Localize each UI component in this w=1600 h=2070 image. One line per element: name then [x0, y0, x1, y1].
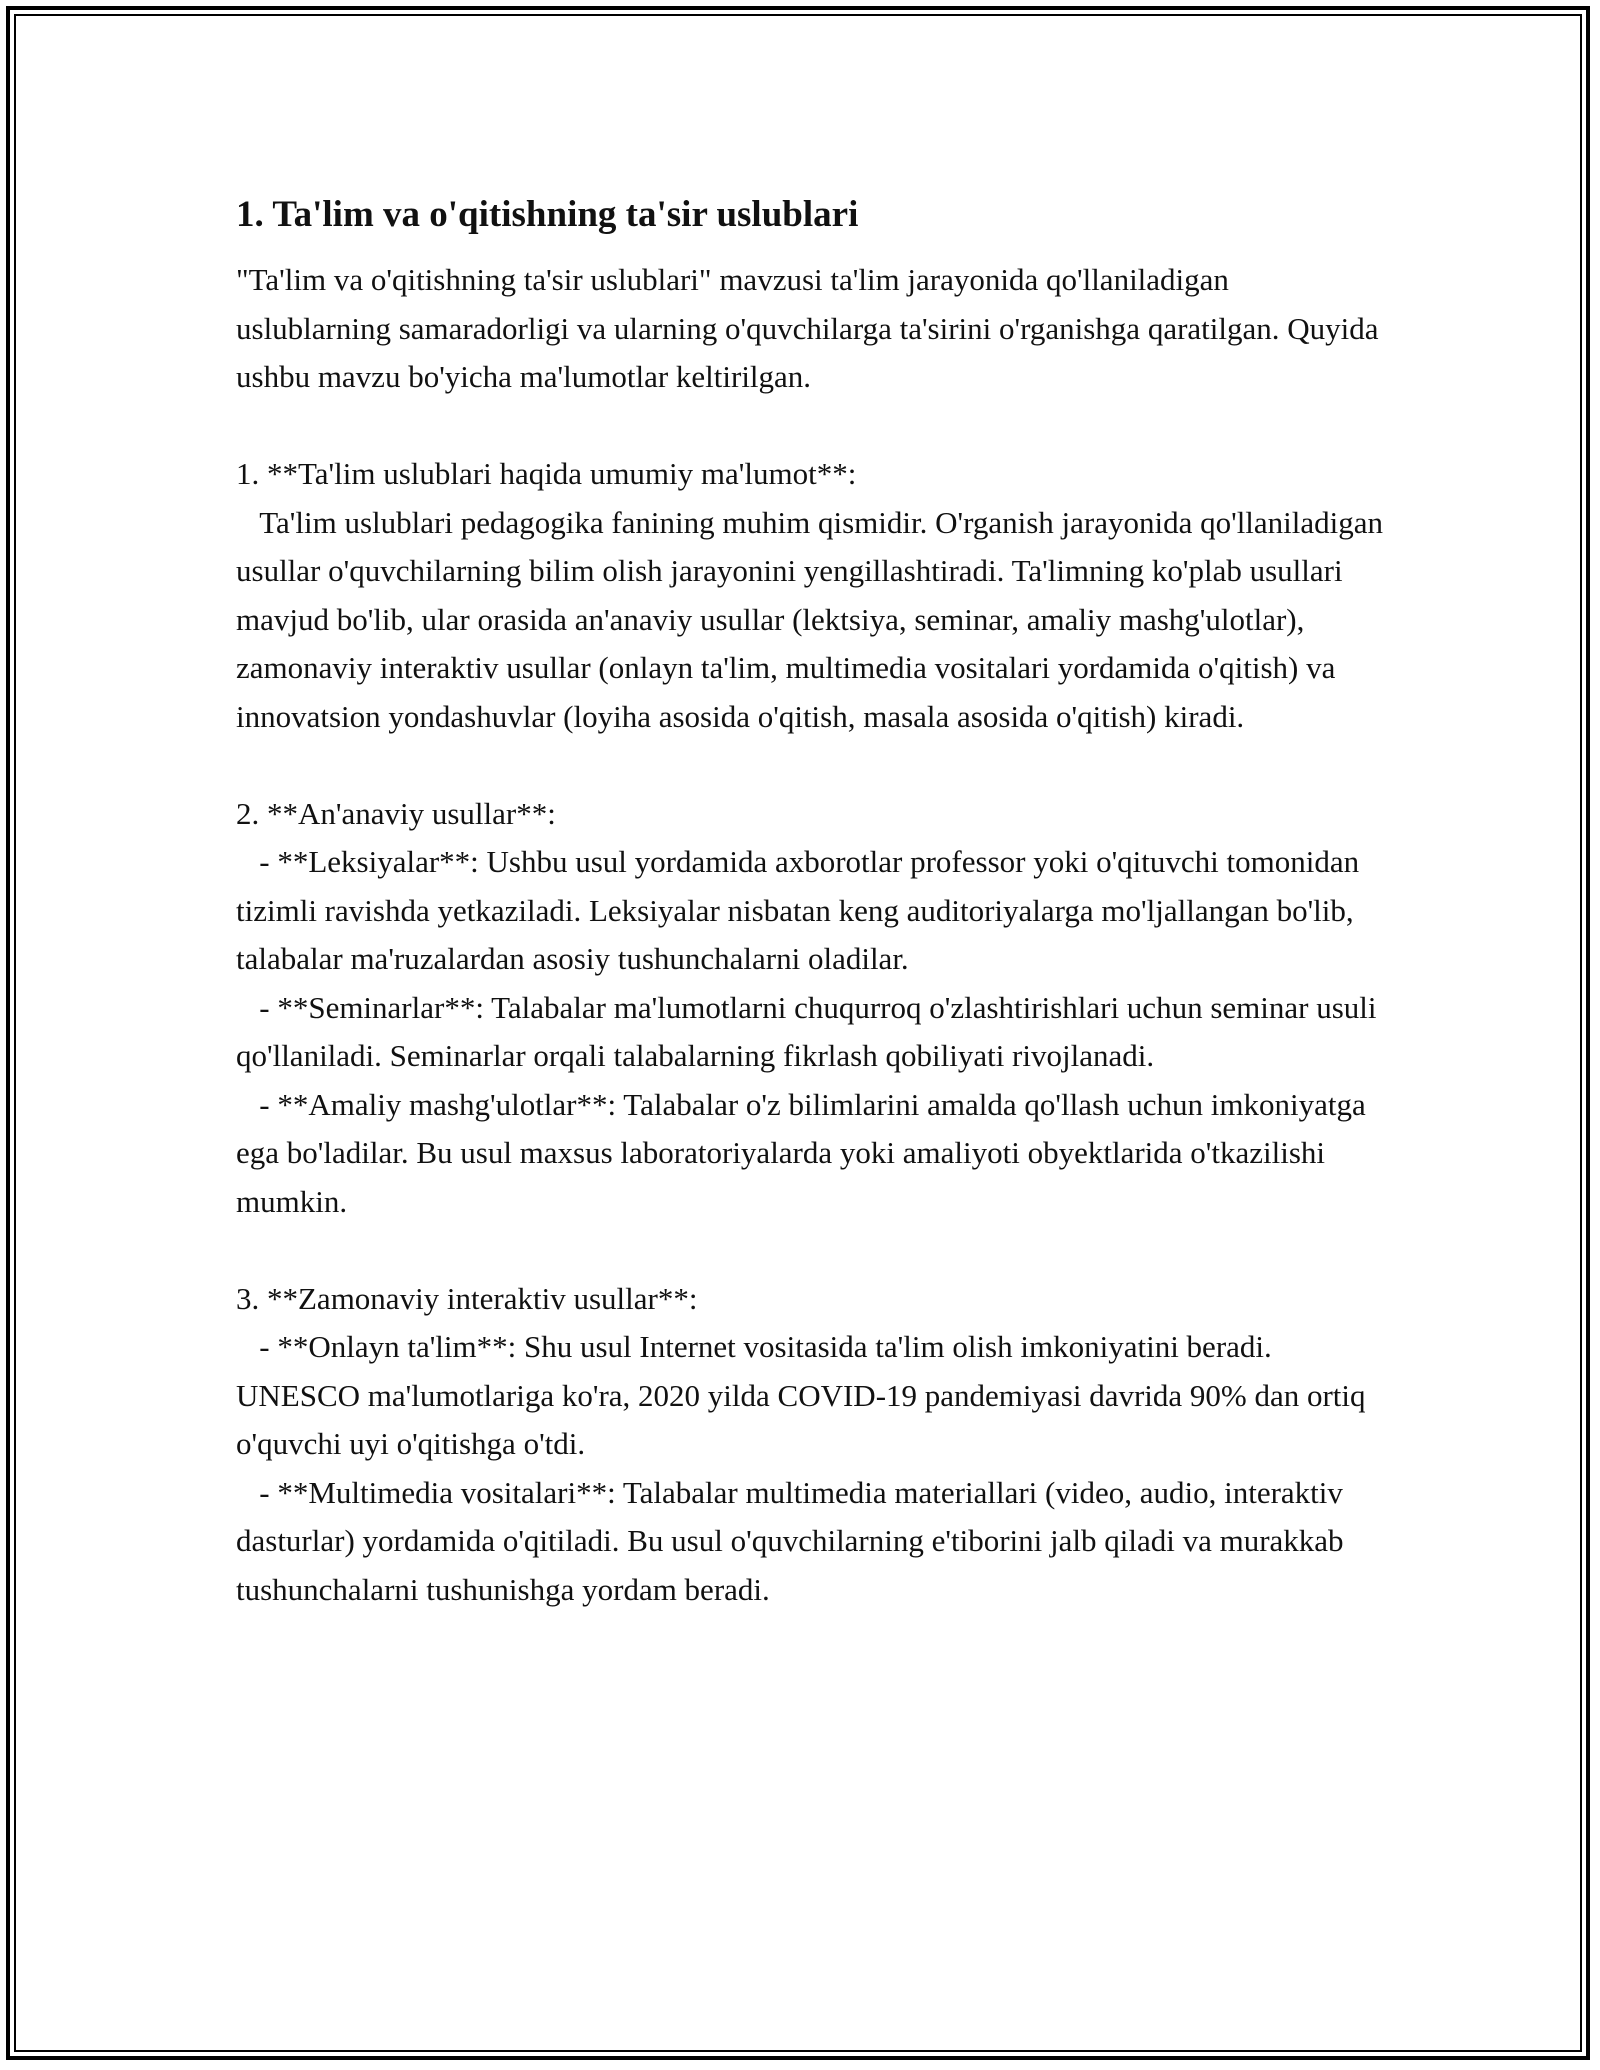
- document-body: [236, 186, 1391, 1614]
- section-3-heading: 3. **Zamonaviy interaktiv usullar**:: [236, 1280, 698, 1316]
- section-2-heading: 2. **An'anaviy usullar**:: [236, 795, 556, 831]
- section-3-item-multimedia: - **Multimedia vositalari**: Talabalar multimedia materiallari (video, audio, interaktiv dasturlar) yordamida o'qitiladi. Bu usul o'quvchilarning e'tiborini jalb qiladi va murakkab tushunchalarni tushunishga yordam beradi.: [236, 1474, 1352, 1607]
- section-3-item-online: - **Onlayn ta'lim**: Shu usul Internet vositasida ta'lim olish imkoniyatini beradi. UNESCO ma'lumotlariga ko'ra, 2020 yilda COVID-19 pandemiyasi davrida 90% dan ortiq o'quvchi uyi o'qitishga o'tdi.: [236, 1329, 1374, 1461]
- section-1-body: Ta'lim uslublari pedagogika fanining muhim qismidir. O'rganish jarayonida qo'llaniladigan usullar o'quvchilarning bilim olish jarayonini yengillashtiradi. Ta'limning ko'plab usullari mavjud bo'lib, ular orasida an'anaviy usullar (lektsiya, seminar, amaliy mashg'ulotlar), zamonaviy interaktiv usullar (onlayn ta'lim, multimedia vositalari yordamida o'qitish) va innovatsion yondashuvlar (loyiha asosida o'qitish, masala asosida o'qitish) kiradi.: [236, 504, 1391, 734]
- spacer: [236, 741, 1386, 790]
- section-2-item-practicals: - **Amaliy mashg'ulotlar**: Talabalar o'z bilimlarini amalda qo'llash uchun imkoniyatga ega bo'ladilar. Bu usul maxsus laboratoriyalarda yoki amaliyoti obyektlarida o'tkazilishi mumkin.: [236, 1086, 1374, 1219]
- section-2-item-lectures: - **Leksiyalar**: Ushbu usul yordamida axborotlar professor yoki o'qituvchi tomonidan tizimli ravishda yetkaziladi. Leksiyalar nisbatan keng auditoriyalarga mo'ljallangan bo'lib, talabalar ma'ruzalardan asosiy tushunchalarni oladilar.: [236, 844, 1367, 976]
- section-1-heading: 1. **Ta'lim uslublari haqida umumiy ma'lumot**:: [236, 456, 857, 491]
- section-2-item-seminars: - **Seminarlar**: Talabalar ma'lumotlarni chuqurroq o'zlashtirishlari uchun seminar usuli qo'llaniladi. Seminarlar orqali talabalarning fikrlash qobiliyati rivojlanadi.: [236, 989, 1385, 1073]
- spacer: [236, 1226, 1386, 1275]
- document-title: 1. Ta'lim va o'qitishning ta'sir uslublari: [236, 194, 859, 235]
- intro-paragraph: "Ta'lim va o'qitishning ta'sir uslublari" mavzusi ta'lim jarayonida qo'llaniladigan uslublarning samaradorligi va ularning o'quvchilarga ta'sirini o'rganishga qaratilgan. Quyida ushbu mavzu bo'yicha ma'lumotlar keltirilgan.: [236, 262, 1387, 394]
- spacer: [236, 402, 1386, 451]
